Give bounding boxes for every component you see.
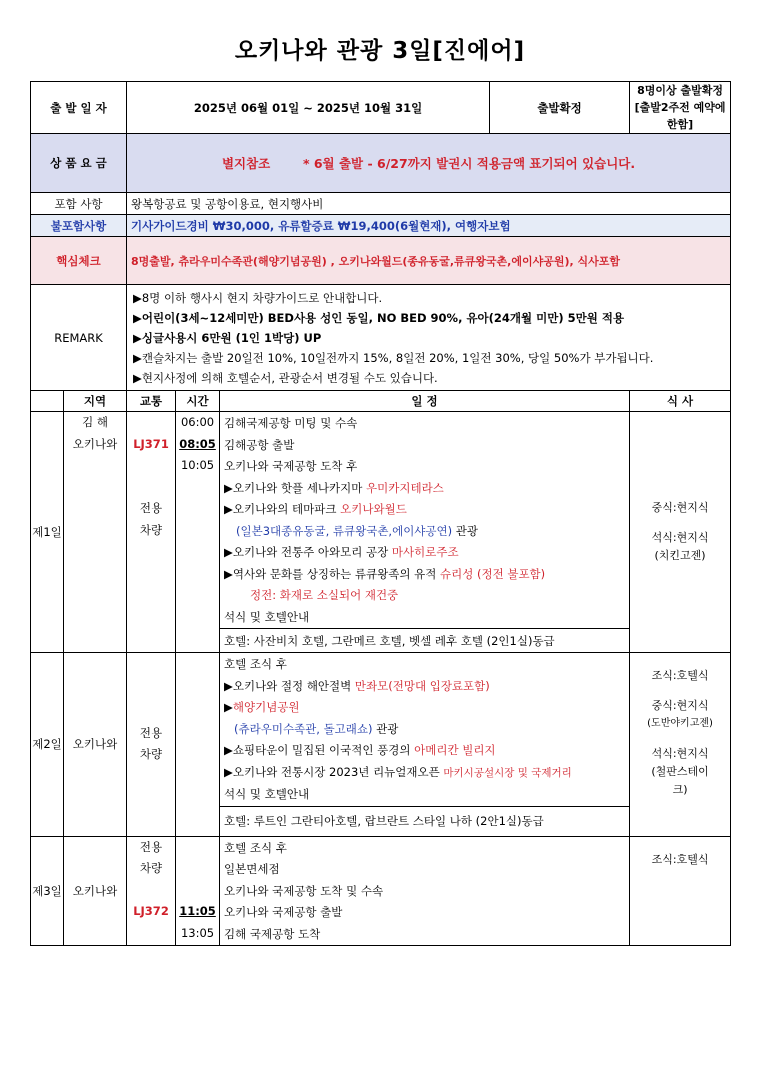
day2-transport — [127, 653, 176, 837]
confirm-label: 출발확정 — [490, 82, 630, 134]
day3-flight: LJ372 — [133, 904, 169, 918]
day1-row — [31, 412, 731, 629]
day3-row — [31, 836, 731, 946]
day1-itinerary — [220, 412, 630, 629]
keycheck-row — [31, 237, 731, 285]
day3-time1: 11:05 — [179, 904, 216, 918]
day1-time2: 08:05 — [179, 436, 216, 451]
meal-line: 조식:호텔식 — [651, 669, 709, 682]
itinerary-line: 석식 및 호텔안내 — [224, 787, 310, 801]
remark-line: ▶현지사정에 의해 호텔순서, 관광순서 변경될 수도 있습니다. — [133, 370, 438, 385]
excluded-label: 불포함사항 — [31, 215, 127, 237]
excluded-text: 기사가이드경비 ₩30,000, 유류할증료 ₩19,400(6월현재), 여행자보험 — [127, 215, 731, 237]
header-time: 시간 — [176, 391, 220, 412]
page-title: 오키나와 관광 3일[진에어] — [234, 38, 526, 64]
departure-row — [31, 82, 731, 134]
tour-table — [30, 81, 731, 946]
itinerary-line — [224, 542, 625, 564]
itinerary-text: 관광 — [452, 523, 478, 538]
keycheck-label: 핵심체크 — [31, 237, 127, 285]
itinerary-line: 오키나와 국제공항 도착 및 수속 — [224, 883, 384, 898]
excluded-row — [31, 215, 731, 237]
itinerary-text: 관광 — [372, 721, 399, 736]
day2-meal — [630, 653, 731, 837]
itinerary-line — [224, 521, 625, 543]
itinerary-highlight: (일본3대종유동굴, 류큐왕국촌,에이샤공연) — [236, 523, 453, 538]
day1-region — [64, 412, 127, 653]
included-text: 왕복항공료 및 공항이용료, 현지행사비 — [127, 193, 731, 215]
itinerary-line: 호텔 조식 후 — [224, 657, 287, 671]
meal-line: 중식:현지식 — [651, 501, 709, 514]
itinerary-line — [224, 719, 625, 741]
header-itinerary: 일 정 — [220, 391, 630, 412]
day2-time — [176, 653, 220, 837]
itinerary-line: 일본면세점 — [224, 862, 280, 876]
day2-itinerary — [220, 653, 630, 807]
meal-line: 크) — [672, 783, 688, 796]
meal-line: 조식:호텔식 — [651, 852, 709, 866]
itinerary-highlight: (츄라우미수족관, 돌고래쇼) — [234, 721, 373, 736]
day3-time2: 13:05 — [180, 925, 215, 940]
day2-transport1: 전용 — [139, 726, 163, 741]
price-row — [31, 134, 731, 193]
remark-row — [31, 285, 731, 391]
itinerary-line: 김해 국제공항 도착 — [224, 926, 321, 941]
schedule-header — [31, 391, 731, 412]
itinerary-line: 호텔 조식 후 — [224, 840, 287, 855]
included-row — [31, 193, 731, 215]
header-meal: 식 사 — [630, 391, 731, 412]
itinerary-text: ▶오키나와 전통주 아와모리 공장 — [224, 545, 392, 559]
meal-line: 중식:현지식 — [651, 699, 709, 712]
itinerary-line: 김해국제공항 미팅 및 수속 — [224, 416, 358, 430]
itinerary-highlight: 해양기념공원 — [232, 700, 300, 714]
day1-hotel: 호텔: 사잔비치 호텔, 그란메르 호텔, 벳셀 레후 호텔 (2인1실)동급 — [220, 629, 630, 653]
day3-meal — [630, 836, 731, 946]
remark-line: ▶8명 이하 행사시 현지 차량가이드로 안내합니다. — [133, 290, 383, 305]
day3-itinerary — [220, 836, 630, 946]
itinerary-highlight: 우미카지테라스 — [366, 480, 444, 495]
day2-hotel: 호텔: 루트인 그란티아호텔, 랍브란트 스타일 나하 (2안1실)동급 — [220, 806, 630, 836]
day3-label: 제3일 — [31, 836, 64, 946]
day1-flight: LJ371 — [133, 436, 169, 451]
day1-label: 제1일 — [31, 412, 64, 653]
price-value — [127, 134, 731, 193]
itinerary-line: 석식 및 호텔안내 — [224, 609, 310, 624]
header-region: 지역 — [64, 391, 127, 412]
day3-transport1: 전용 — [139, 839, 163, 854]
itinerary-highlight: 아메리칸 빌리지 — [414, 743, 496, 757]
remark-line: ▶싱글사용시 6만원 (1인 1박당) UP — [133, 330, 322, 345]
departure-dates: 2025년 06월 01일 ~ 2025년 10월 31일 — [127, 82, 490, 134]
itinerary-line — [224, 676, 625, 698]
departure-label: 출 발 일 자 — [31, 82, 127, 134]
day2-label: 제2일 — [31, 653, 64, 837]
itinerary-line: 오키나와 국제공항 도착 후 — [224, 459, 358, 473]
confirm-line2: [출발2주전 예약에 한함] — [634, 101, 726, 131]
itinerary-line: 오키나와 국제공항 출발 — [224, 905, 343, 919]
itinerary-text: ▶쇼핑타운이 밀집된 이국적인 풍경의 — [224, 743, 415, 757]
itinerary-text: ▶오키나와의 테마파크 — [224, 502, 341, 516]
day2-region: 오키나와 — [64, 653, 127, 837]
meal-line: (철판스테이 — [651, 765, 709, 778]
day3-region: 오키나와 — [64, 836, 127, 946]
itinerary-highlight: 슈리성 (정전 불포함) — [440, 566, 546, 581]
itinerary-text: ▶오키나와 절정 해안절벽 — [224, 678, 355, 693]
itinerary-highlight: 마키시공설시장 및 국제거리 — [443, 766, 572, 779]
price-note: * 6월 출발 - 6/27까지 발권시 적용금액 표기되어 있습니다. — [302, 156, 636, 171]
meal-line: 석식:현지식 — [651, 747, 709, 760]
day1-region2: 오키나와 — [72, 436, 118, 451]
remark-line: ▶어린이(3세~12세미만) BED사용 성인 동일, NO BED 90%, 유아(24개월 미만) 5만원 적용 — [133, 310, 625, 325]
day3-transport — [127, 836, 176, 946]
itinerary-note: 정전: 화재로 소실되어 재건중 — [250, 588, 399, 602]
itinerary-text: ▶오키나와 전통시장 2023년 리뉴얼재오픈 — [224, 764, 444, 779]
itinerary-text: ▶오키나와 핫플 세나카지마 — [224, 480, 367, 495]
itinerary-text: ▶ — [224, 700, 233, 714]
meal-line: 석식:현지식 — [651, 531, 709, 544]
itinerary-highlight: 마사히로주조 — [391, 545, 459, 559]
day3-time — [176, 836, 220, 946]
day1-transport1: 전용 — [139, 501, 163, 515]
day1-meal — [630, 412, 731, 653]
price-label: 상 품 요 금 — [31, 134, 127, 193]
itinerary-highlight: 만좌모(전망대 입장료포함) — [354, 678, 490, 693]
remark-body — [127, 285, 731, 391]
confirm-value — [630, 82, 731, 134]
itinerary-line — [224, 478, 625, 500]
day3-transport2: 차량 — [139, 861, 163, 875]
itinerary-line: 김해공항 출발 — [224, 437, 295, 452]
itinerary-line — [224, 697, 625, 719]
itinerary-highlight: 오키나와월드 — [340, 502, 407, 516]
itinerary-line — [224, 740, 625, 762]
remark-line: ▶캔슬차지는 출발 20일전 10%, 10일전까지 15%, 8일전 20%, 1일전 30%, 당일 50%가 부가됩니다. — [133, 350, 654, 365]
day2-transport2: 차량 — [139, 747, 163, 762]
remark-label: REMARK — [31, 285, 127, 391]
day1-time1: 06:00 — [180, 415, 215, 429]
meal-line: (치킨고젠) — [654, 549, 706, 562]
day2-row — [31, 653, 731, 807]
confirm-line1: 8명이상 출발확정 — [637, 84, 723, 97]
itinerary-line — [224, 762, 625, 785]
price-text: 별지참조 — [221, 156, 271, 171]
itinerary-line — [224, 499, 625, 521]
day1-transport2: 차량 — [139, 522, 163, 537]
keycheck-text: 8명출발, 츄라우미수족관(해양기념공원) , 오키나와월드(종유동굴,류큐왕국촌,에이샤공원), 식사포함 — [127, 237, 731, 285]
included-label: 포함 사항 — [31, 193, 127, 215]
day1-time3: 10:05 — [180, 458, 215, 472]
itinerary-text: ▶역사와 문화를 상징하는 류큐왕족의 유적 — [224, 566, 440, 581]
meal-line: (도반야키고젠) — [647, 718, 713, 729]
day1-time — [176, 412, 220, 653]
header-transport: 교통 — [127, 391, 176, 412]
day1-region1: 김 해 — [82, 415, 108, 429]
day1-transport — [127, 412, 176, 653]
itinerary-line — [224, 564, 625, 586]
